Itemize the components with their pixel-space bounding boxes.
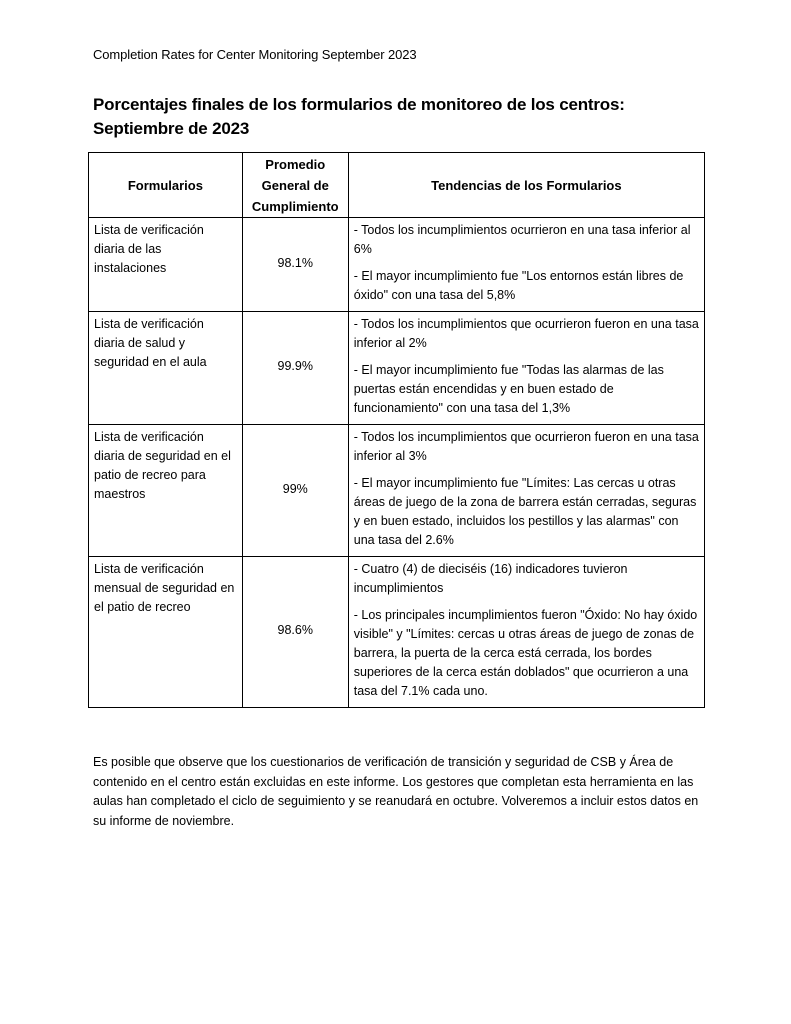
trend-item: - Los principales incumplimientos fueron "Óxido: No hay óxido visible" y "Límites: cercas u otras áreas de juego de zonas de barrera, la puerta de la cerca está cerrada, los bordes superiores de la cerca están doblados" que ocurrieron a una tasa del 7.1% cada uno. — [353, 608, 698, 698]
table-header-row — [89, 153, 705, 218]
column-header-forms: Formularios — [89, 153, 243, 218]
footer-note: Es posible que observe que los cuestionarios de verificación de transición y seguridad de CSB y Área de contenido en el centro están excluidas en este informe. Los gestores que completan esta herramienta en las aulas han completado el ciclo de seguimiento y se reanudará en octubre. Volveremos a incluir estos datos en su informe de noviembre. — [93, 755, 699, 828]
form-name-cell: Lista de verificación diaria de salud y seguridad en el aula — [89, 312, 243, 425]
trend-item: - El mayor incumplimiento fue "Límites: Las cercas u otras áreas de juego de la zona de barrera están cerradas, seguras y en buen estado, incluidos los pestillos y las alarmas" con una tasa del 2.6% — [353, 476, 697, 547]
average-cell: 99% — [242, 425, 348, 557]
form-name-cell: Lista de verificación mensual de seguridad en el patio de recreo — [89, 557, 243, 708]
form-name-cell: Lista de verificación diaria de seguridad en el patio de recreo para maestros — [89, 425, 243, 557]
average-cell: 98.6% — [242, 557, 348, 708]
table-row — [89, 312, 705, 425]
column-header-average: Promedio General de Cumplimiento — [242, 153, 348, 218]
table-row — [89, 425, 705, 557]
running-header: Completion Rates for Center Monitoring September 2023 — [93, 47, 417, 62]
trend-item: - El mayor incumplimiento fue "Los entornos están libres de óxido" con una tasa del 5,8% — [353, 269, 684, 302]
trends-cell — [348, 218, 704, 312]
average-cell: 99.9% — [242, 312, 348, 425]
trends-cell — [348, 312, 704, 425]
trends-cell — [348, 425, 704, 557]
form-name-cell: Lista de verificación diaria de las instalaciones — [89, 218, 243, 312]
trend-item: - Todos los incumplimientos ocurrieron en una tasa inferior al 6% — [353, 223, 691, 256]
column-header-trends: Tendencias de los Formularios — [348, 153, 704, 218]
table-row — [89, 557, 705, 708]
trend-item: - El mayor incumplimiento fue "Todas las alarmas de las puertas están encendidas y en buen estado de funcionamiento" con una tasa del 1,3% — [353, 363, 664, 415]
trend-item: - Cuatro (4) de dieciséis (16) indicadores tuvieron incumplimientos — [353, 562, 628, 595]
trend-item: - Todos los incumplimientos que ocurrieron fueron en una tasa inferior al 3% — [353, 430, 699, 463]
trends-cell — [348, 557, 704, 708]
table-row — [89, 218, 705, 312]
document-title: Porcentajes finales de los formularios de monitoreo de los centros: Septiembre de 2023 — [93, 95, 625, 138]
forms-table — [88, 152, 705, 708]
trend-item: - Todos los incumplimientos que ocurrieron fueron en una tasa inferior al 2% — [353, 317, 699, 350]
average-cell: 98.1% — [242, 218, 348, 312]
